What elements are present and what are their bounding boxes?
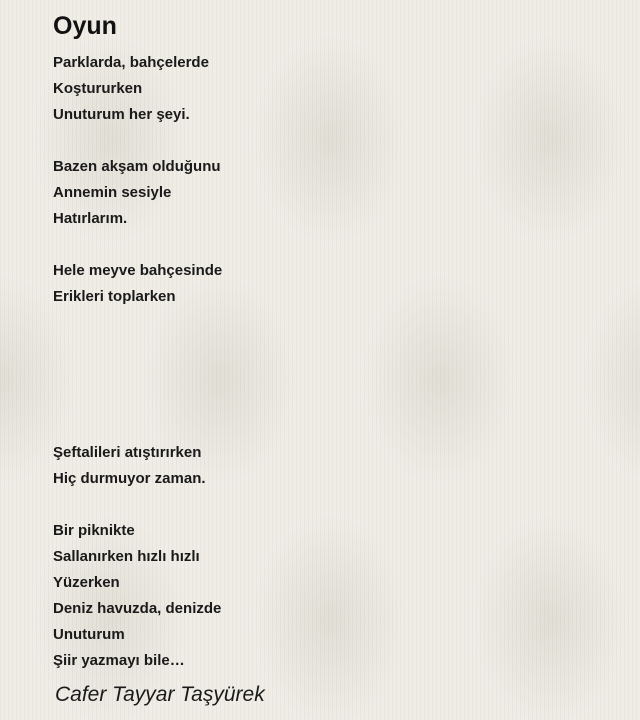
poem-title: Oyun: [53, 12, 117, 40]
poem-line: Koştururken: [53, 80, 143, 97]
stanza-gap: [53, 362, 613, 388]
poem-container: [53, 10, 613, 710]
poem-line: Erikleri toplarken: [53, 288, 176, 305]
stanza-gap: [53, 336, 613, 362]
poem-line: Parklarda, bahçelerde: [53, 54, 209, 71]
poem-line: Bazen akşam olduğunu: [53, 158, 221, 175]
poem-line: Yüzerken: [53, 574, 120, 591]
poem-line: Unuturum: [53, 626, 125, 643]
poem-line: Annemin sesiyle: [53, 184, 172, 201]
stanza-gap: [53, 414, 613, 440]
poem-line: Şiir yazmayı bile…: [53, 652, 185, 669]
poem-line: Hele meyve bahçesinde: [53, 262, 223, 279]
stanza-gap: [53, 492, 613, 518]
poem-line: Sallanırken hızlı hızlı: [53, 548, 200, 565]
stanza-gap: [53, 388, 613, 414]
poem-body: [53, 50, 613, 674]
poem-line: Hiç durmuyor zaman.: [53, 470, 206, 487]
poem-line: Hatırlarım.: [53, 210, 128, 227]
poem-author: Cafer Tayyar Taşyürek: [55, 683, 265, 706]
stanza-gap: [53, 128, 613, 154]
poem-line: Unuturum her şeyi.: [53, 106, 190, 123]
poem-line: Şeftalileri atıştırırken: [53, 444, 202, 461]
stanza-gap: [53, 232, 613, 258]
poem-line: Deniz havuzda, denizde: [53, 600, 222, 617]
poem-line: Bir piknikte: [53, 522, 135, 539]
stanza-gap: [53, 310, 613, 336]
